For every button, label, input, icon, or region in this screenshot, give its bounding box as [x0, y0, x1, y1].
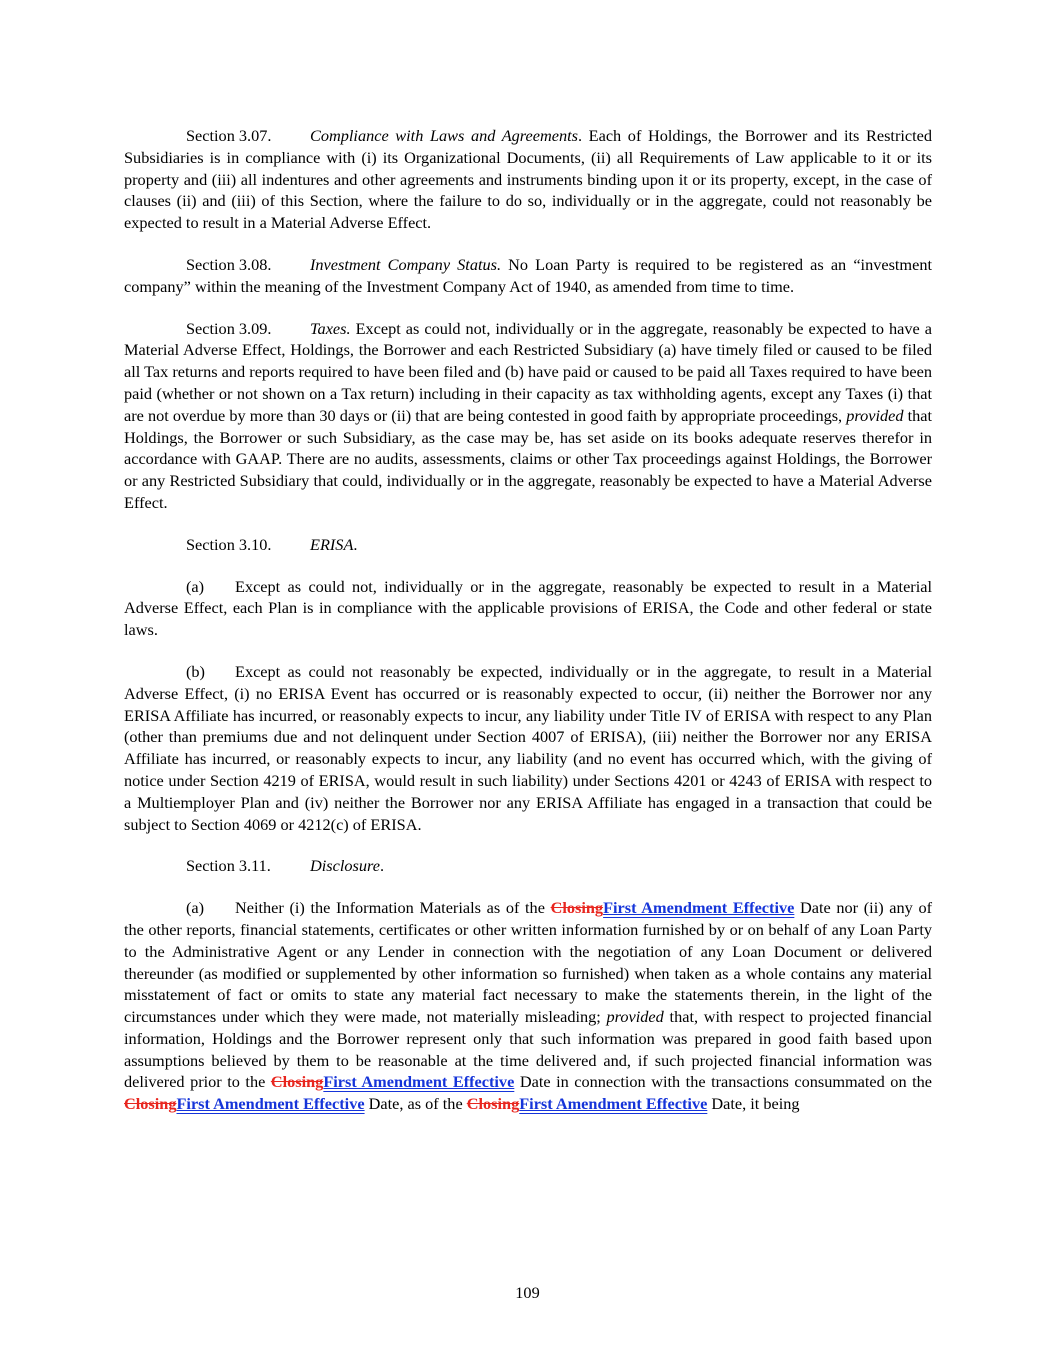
section-title: Compliance with Laws and Agreements: [310, 126, 578, 145]
section-number: Section 3.11.: [186, 856, 271, 876]
clause-body: Date, as of the: [364, 1094, 467, 1114]
clause-label: (b): [186, 661, 205, 681]
section-3-08: [124, 254, 932, 298]
section-number: Section 3.07.: [186, 126, 272, 145]
section-body: that Holdings, the Borrower or such Subsidiary, as the case may be, has set aside on its books adequate reserves therefor in accordance with GAAP. There are no audits, assessments, claims or other Tax proceedings against Holdings, the Borrower or any Restricted Subsidiary that could, individually or in the aggregate, reasonably be expected to have a Material Adverse Effect.: [124, 405, 932, 512]
page-number: 109: [515, 1283, 540, 1302]
section-title: ERISA: [310, 534, 354, 554]
clause-label: (a): [186, 576, 205, 596]
clause-body: that, with respect to projected financial information, Holdings and the Borrower represent only that such information was prepared in good faith based upon assumptions believed by them to be reasonable at the time delivered and, if such projected financial information was delivered prior to the: [124, 1007, 932, 1092]
provided-term: provided: [606, 1007, 664, 1027]
clause-body: Neither (i) the Information Materials as of the: [235, 898, 551, 918]
section-3-10-a: [124, 576, 932, 641]
clause-body: Except as could not reasonably be expected, individually or in the aggregate, to result in a Material Adverse Effect, (i) no ERISA Event has occurred or is reasonably expected to occur, (ii) neither the Borrower nor any ERISA Affiliate has incurred, or reasonably expects to incur, any liability under Title IV of ERISA with respect to any Plan (other than premiums due and not delinquent under Section 4007 of ERISA), (iii) neither the Borrower nor any ERISA Affiliate has incurred, or reasonably expects to incur, any liability (and no event has occurred which, with the giving of notice under Section 4219 of ERISA, would result in such liability) under Sections 4201 or 4243 of ERISA with respect to a Multiemployer Plan and (iv) neither the Borrower nor any ERISA Affiliate has engaged in a transaction that could be subject to Section 4069 or 4212(c) of ERISA.: [124, 661, 932, 834]
section-title: Disclosure: [310, 856, 380, 876]
provided-term: provided: [846, 405, 904, 425]
section-3-10-heading: [124, 534, 932, 556]
section-3-11-heading: [124, 855, 932, 877]
inserted-text: First Amendment Effective: [323, 1072, 515, 1092]
clause-body: Date in connection with the transactions consummated on the: [514, 1072, 932, 1092]
section-3-11-a: [124, 897, 932, 1115]
clause-body: Date, it being: [707, 1094, 800, 1114]
deleted-text: Closing: [124, 1094, 177, 1114]
inserted-text: First Amendment Effective: [176, 1094, 365, 1114]
section-3-07: [124, 125, 932, 234]
section-number: Section 3.09.: [186, 318, 272, 338]
section-body: Except as could not, individually or in the aggregate, reasonably be expected to have a Material Adverse Effect, Holdings, the Borrower and each Restricted Subsidiary (a) have timely filed or caused to be filed all Tax returns and reports required to have been filed and (b) have paid or caused to be paid all Taxes required to have been paid (whether or not shown on a Tax return) including in their capacity as tax withholding agents, except any Taxes (i) that are not overdue by more than 30 days or (ii) that are being contested in good faith by appropriate proceedings,: [124, 318, 932, 425]
inserted-text: First Amendment Effective: [519, 1094, 708, 1114]
page-content: [124, 125, 932, 1135]
deleted-text: Closing: [550, 898, 604, 918]
section-3-10-b: [124, 661, 932, 835]
section-number: Section 3.10.: [186, 534, 272, 554]
section-3-09: [124, 318, 932, 514]
inserted-text: First Amendment Effective: [603, 898, 795, 918]
deleted-text: Closing: [466, 1094, 520, 1114]
section-title: Taxes.: [310, 318, 351, 338]
section-number: Section 3.08.: [186, 254, 272, 274]
clause-body: Date nor (ii) any of the other reports, financial statements, certificates or other written information furnished by or on behalf of any Loan Party to the Administrative Agent or any Lender in connection with the negotiation of any Loan Document or delivered thereunder (as modified or supplemented by other information so furnished) when taken as a whole contains any material misstatement of fact or omits to state any material fact necessary to make the statements therein, in the light of the circumstances under which they were made, not materially misleading;: [124, 898, 933, 1027]
section-title-period: .: [379, 856, 385, 876]
clause-label: (a): [186, 898, 205, 918]
section-title: Investment Company Status.: [310, 254, 502, 274]
deleted-text: Closing: [270, 1072, 324, 1092]
section-body: No Loan Party is required to be registered as an “investment company” within the meaning of the Investment Company Act of 1940, as amended from time to time.: [124, 254, 932, 296]
clause-body: Except as could not, individually or in the aggregate, reasonably be expected to result in a Material Adverse Effect, each Plan is in compliance with the applicable provisions of ERISA, the Code and other federal or state laws.: [124, 576, 932, 640]
section-title-period: .: [353, 534, 358, 554]
section-body: . Each of Holdings, the Borrower and its Restricted Subsidiaries is in compliance with (i) its Organizational Documents, (ii) all Requirements of Law applicable to it or its property and (iii) all indentures and other agreements and instruments binding upon it or its property, except, in the case of clauses (ii) and (iii) of this Section, where the failure to do so, individually or in the aggregate, could not reasonably be expected to result in a Material Adverse Effect.: [124, 126, 933, 233]
